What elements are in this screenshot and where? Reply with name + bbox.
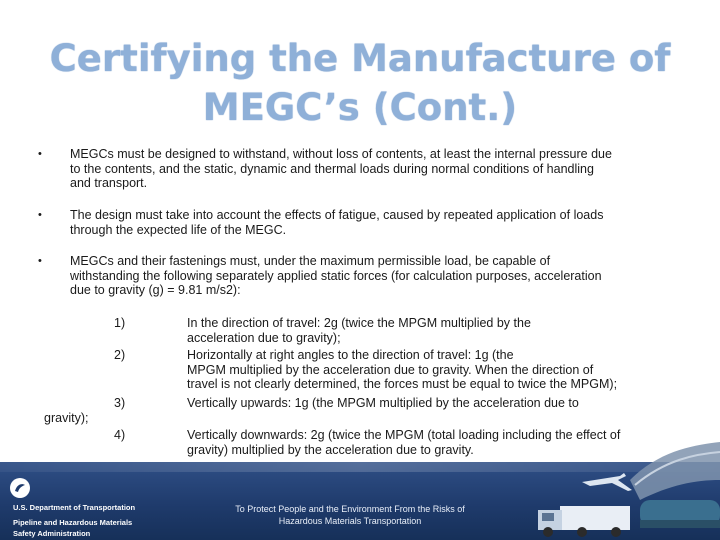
numbered-line: Horizontally at right angles to the direction of travel: 1g (the bbox=[187, 348, 514, 362]
bullet-line: MEGCs must be designed to withstand, without loss of contents, at least the internal pressure due bbox=[70, 147, 612, 161]
bullet-dot-icon: • bbox=[38, 255, 42, 267]
transport-illustration-icon bbox=[520, 440, 720, 540]
title-line-2: MEGC’s (Cont.) bbox=[202, 86, 518, 129]
bullet-text bbox=[70, 147, 680, 191]
list-number: 2) bbox=[114, 348, 126, 362]
bullet-dot-icon: • bbox=[38, 209, 42, 221]
numbered-line: travel is not clearly determined, the forces must be equal to twice the MPGM); bbox=[187, 377, 618, 391]
title-line-1: Certifying the Manufacture of bbox=[49, 37, 671, 80]
numbered-line: MPGM multiplied by the acceleration due to gravity. When the direction of bbox=[187, 362, 594, 377]
bullet-line: withstanding the following separately applied static forces (for calculation purposes, acceleration bbox=[70, 268, 602, 283]
bullet-line: The design must take into account the effects of fatigue, caused by repeated application of loads bbox=[70, 208, 604, 222]
numbered-line: gravity) multiplied by the acceleration due to gravity. bbox=[187, 442, 474, 457]
bullet-line: to the contents, and the static, dynamic and thermal loads during normal conditions of handling bbox=[70, 161, 594, 176]
agency-name: U.S. Department of Transportation bbox=[13, 503, 136, 512]
bullet-line: through the expected life of the MEGC. bbox=[70, 222, 287, 237]
bullet-dot-icon: • bbox=[38, 148, 42, 160]
list-number: 3) bbox=[114, 396, 126, 410]
numbered-item-text bbox=[187, 316, 682, 345]
bullet-line: MEGCs and their fastenings must, under the maximum permissible load, be capable of bbox=[70, 254, 551, 268]
agency-subname: Pipeline and Hazardous Materials bbox=[13, 518, 133, 527]
numbered-item-text bbox=[187, 396, 682, 411]
numbered-line: In the direction of travel: 2g (twice the MPGM multiplied by the bbox=[187, 316, 531, 330]
bullet-line: due to gravity (g) = 9.81 m/s2): bbox=[70, 283, 241, 297]
agency-subname: Safety Administration bbox=[13, 529, 91, 538]
footer-tagline bbox=[220, 503, 480, 527]
bullet-text bbox=[70, 254, 680, 298]
numbered-line: Vertically downwards: 2g (twice the MPGM (total loading including the effect of bbox=[187, 428, 621, 442]
tagline-line: Hazardous Materials Transportation bbox=[278, 516, 422, 526]
tagline-line: To Protect People and the Environment From the Risks of bbox=[235, 504, 465, 514]
list-number: 1) bbox=[114, 316, 126, 330]
slide-title bbox=[0, 34, 720, 132]
gravity-fragment: gravity); bbox=[44, 411, 89, 425]
bullet-text bbox=[70, 208, 680, 237]
dot-logo-icon bbox=[10, 478, 30, 498]
bullet-line: and transport. bbox=[70, 176, 148, 190]
numbered-item-text bbox=[187, 348, 682, 392]
numbered-line: Vertically upwards: 1g (the MPGM multiplied by the acceleration due to bbox=[187, 396, 579, 410]
list-number: 4) bbox=[114, 428, 126, 442]
numbered-line: acceleration due to gravity); bbox=[187, 330, 341, 345]
